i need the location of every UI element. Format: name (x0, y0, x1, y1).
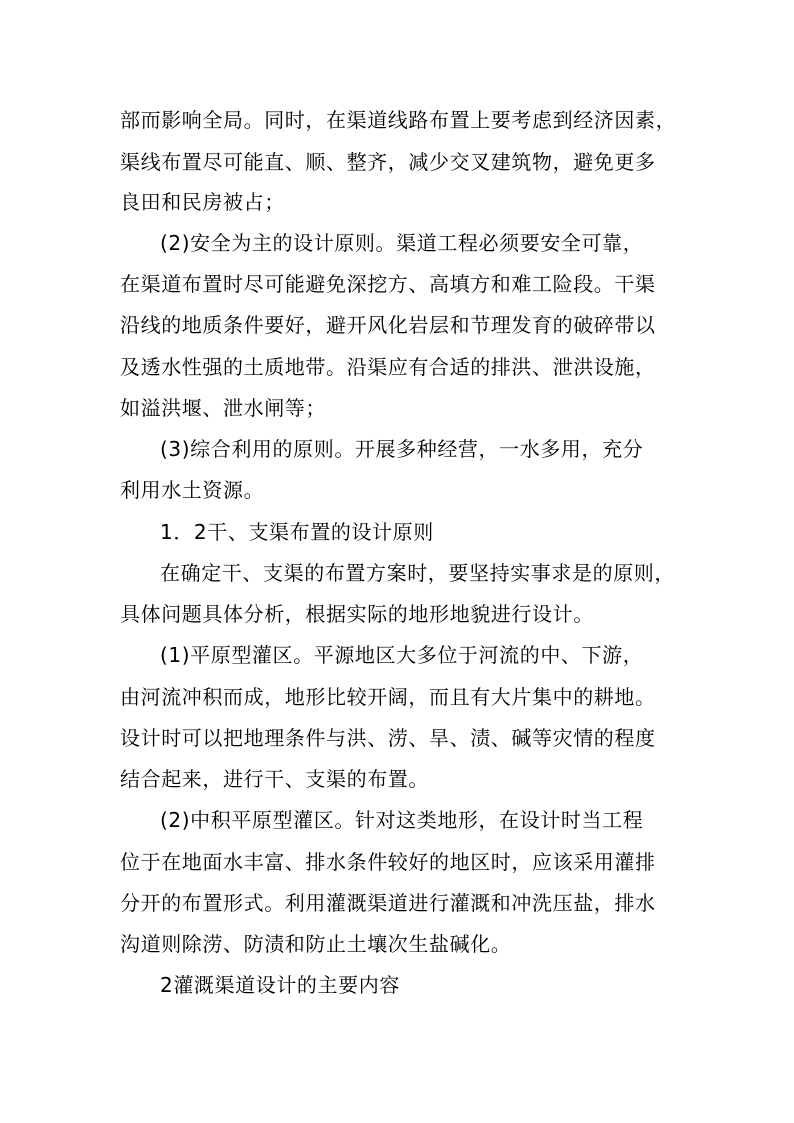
paragraph-line: 良田和民房被占； (120, 190, 285, 214)
paragraph-line: 部而影响全局。同时，在渠道线路布置上要考虑到经济因素， (120, 108, 677, 132)
paragraph-line: 设计时可以把地理条件与洪、涝、旱、渍、碱等灾情的程度 (120, 726, 656, 750)
paragraph-line: 沟道则除涝、防渍和防止土壤次生盐碱化。 (120, 932, 512, 956)
paragraph-line: 位于在地面水丰富、排水条件较好的地区时，应该采用灌排 (120, 850, 656, 874)
paragraph-line: 利用水土资源。 (120, 478, 265, 502)
paragraph-line: (1)平原型灌区。平源地区大多位于河流的中、下游， (160, 643, 644, 667)
paragraph-line: 在渠道布置时尽可能避免深挖方、高填方和难工险段。干渠 (120, 272, 656, 296)
paragraph-line: 渠线布置尽可能直、顺、整齐，减少交叉建筑物，避免更多 (120, 150, 656, 174)
paragraph-line: 结合起来，进行干、支渠的布置。 (120, 767, 429, 791)
paragraph-line: (2)安全为主的设计原则。渠道工程必须要安全可靠， (160, 231, 644, 255)
paragraph-line: 分开的布置形式。利用灌溉渠道进行灌溉和冲洗压盐，排水 (120, 891, 656, 915)
paragraph-line: (3)综合利用的原则。开展多种经营，一水多用，充分 (160, 437, 644, 461)
paragraph-line: 由河流冲积而成，地形比较开阔，而且有大片集中的耕地。 (120, 685, 656, 709)
paragraph-line: 及透水性强的土质地带。沿渠应有合适的排洪、泄洪设施， (120, 355, 656, 379)
paragraph-line: 沿线的地质条件要好，避开风化岩层和节理发育的破碎带以 (120, 313, 656, 337)
paragraph-line: (2)中积平原型灌区。针对这类地形，在设计时当工程 (160, 808, 644, 832)
paragraph-line: 具体问题具体分析，根据实际的地形地貌进行设计。 (120, 602, 594, 626)
paragraph-line: 如溢洪堰、泄水闸等； (120, 396, 326, 420)
paragraph-line: 在确定干、支渠的布置方案时，要坚持实事求是的原则， (160, 561, 675, 585)
section-heading: 2灌溉渠道设计的主要内容 (160, 973, 400, 997)
section-heading: 1．2干、支渠布置的设计原则 (160, 520, 434, 544)
